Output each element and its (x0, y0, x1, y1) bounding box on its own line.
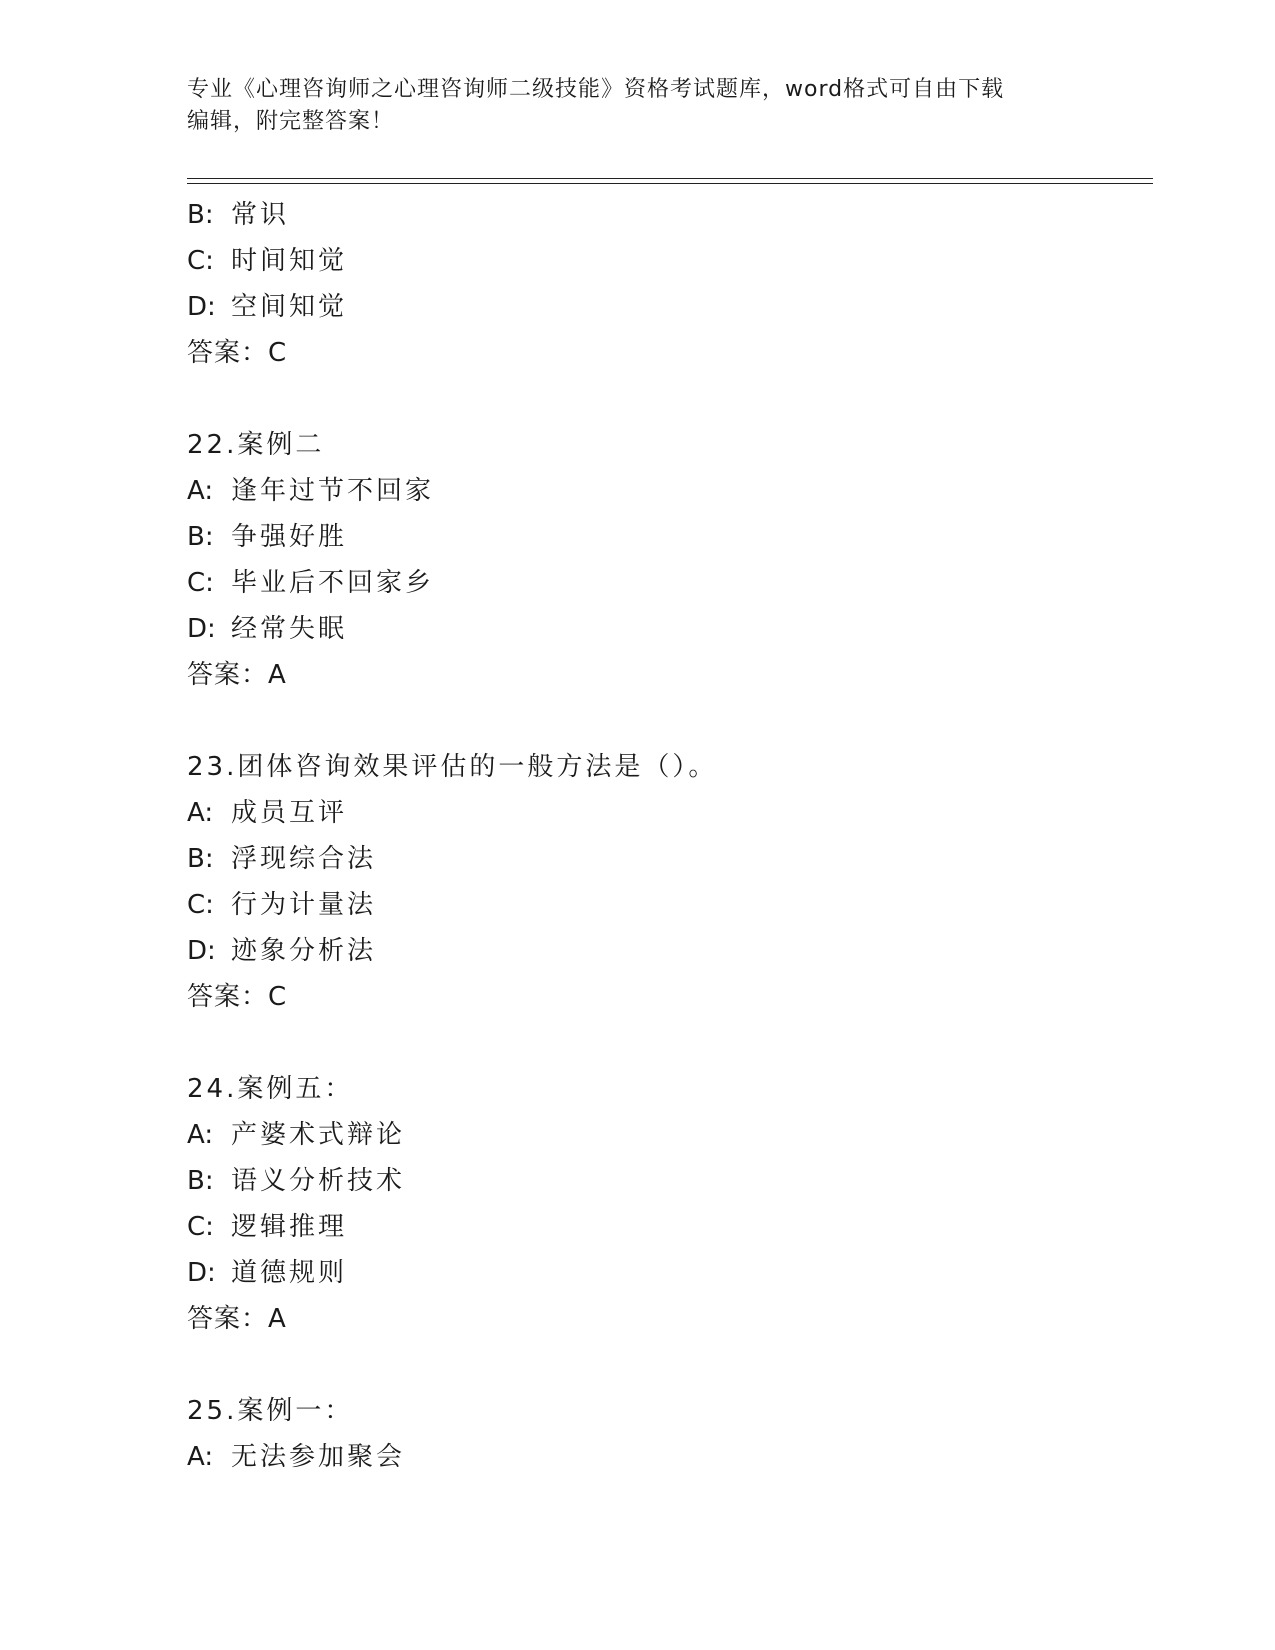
option-text: 语义分析技术 (231, 1166, 406, 1196)
option-letter: D: (187, 1258, 216, 1288)
header-line-1: 专业《心理咨询师之心理咨询师二级技能》资格考试题库，word格式可自由下载 (187, 77, 1005, 102)
option-line (187, 882, 1147, 928)
option-letter: A: (187, 476, 214, 506)
option-text: 常识 (231, 200, 290, 230)
option-letter: C: (187, 1212, 214, 1242)
option-text: 毕业后不回家乡 (231, 568, 435, 598)
answer-line: 答案：A (187, 1304, 287, 1334)
option-letter: D: (187, 614, 216, 644)
option-letter: C: (187, 568, 214, 598)
option-text: 争强好胜 (231, 522, 348, 552)
header-line-2: 编辑，附完整答案！ (187, 109, 395, 134)
spacer (187, 698, 1147, 744)
answer-line: 答案：C (187, 338, 288, 368)
option-line (187, 1434, 1147, 1480)
option-line (187, 514, 1147, 560)
option-letter: B: (187, 1166, 214, 1196)
question-title: 24.案例五： (187, 1074, 354, 1104)
option-letter: C: (187, 246, 214, 276)
option-line (187, 836, 1147, 882)
spacer (187, 1020, 1147, 1066)
option-text: 行为计量法 (231, 890, 377, 920)
option-line (187, 606, 1147, 652)
option-letter: B: (187, 200, 214, 230)
option-text: 经常失眠 (231, 614, 348, 644)
header-divider-top (187, 178, 1153, 179)
option-line (187, 192, 1147, 238)
question-title: 25.案例一： (187, 1396, 354, 1426)
option-text: 浮现综合法 (231, 844, 377, 874)
answer-line: 答案：A (187, 660, 287, 690)
option-text: 时间知觉 (231, 246, 348, 276)
option-letter: A: (187, 1442, 214, 1472)
option-letter: D: (187, 936, 216, 966)
option-letter: B: (187, 844, 214, 874)
header-divider-bottom (187, 183, 1153, 184)
option-letter: A: (187, 798, 214, 828)
option-text: 逻辑推理 (231, 1212, 348, 1242)
document-header (187, 74, 1067, 138)
question-list (187, 192, 1147, 1480)
spacer (187, 1342, 1147, 1388)
question-title: 22.案例二 (187, 430, 325, 460)
option-text: 逢年过节不回家 (231, 476, 435, 506)
option-line (187, 284, 1147, 330)
option-text: 道德规则 (231, 1258, 348, 1288)
option-text: 无法参加聚会 (231, 1442, 406, 1472)
question-title: 23.团体咨询效果评估的一般方法是（）。 (187, 752, 718, 782)
option-letter: A: (187, 1120, 214, 1150)
option-line (187, 1158, 1147, 1204)
option-text: 空间知觉 (231, 292, 348, 322)
answer-line: 答案：C (187, 982, 288, 1012)
option-letter: C: (187, 890, 214, 920)
option-line (187, 790, 1147, 836)
option-line (187, 468, 1147, 514)
option-letter: D: (187, 292, 216, 322)
spacer (187, 376, 1147, 422)
option-line (187, 238, 1147, 284)
option-line (187, 1112, 1147, 1158)
option-line (187, 928, 1147, 974)
option-letter: B: (187, 522, 214, 552)
option-line (187, 1250, 1147, 1296)
option-text: 产婆术式辩论 (231, 1120, 406, 1150)
option-line (187, 560, 1147, 606)
option-text: 成员互评 (231, 798, 348, 828)
option-text: 迹象分析法 (231, 936, 377, 966)
option-line (187, 1204, 1147, 1250)
